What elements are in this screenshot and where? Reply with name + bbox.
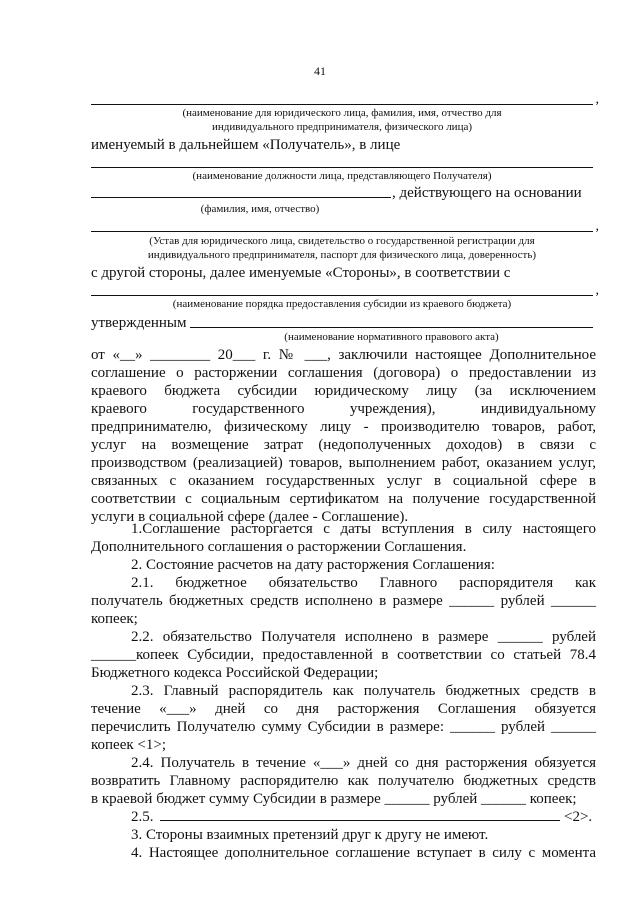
clause-3: 3. Стороны взаимных претензий друг к другу не имеют. (131, 827, 489, 843)
recipient-name-line[interactable] (91, 91, 593, 105)
intro-line-5: предпринимателю, физическому лицу - производителю товаров, работ, (91, 419, 596, 435)
intro-line-9: соответствии с социальным сертификатом на получение государственной (91, 491, 596, 507)
caption-recipient-name-2: индивидуального предпринимателя, физического лица) (211, 121, 473, 133)
clause-1-line-2: Дополнительного соглашения о расторжении Соглашения. (91, 539, 467, 555)
caption-fio: (фамилия, имя, отчество) (200, 203, 320, 215)
clause-2-4-line-3: в краевой бюджет сумму Субсидии в размере ______ рублей ______ копеек; (91, 791, 577, 807)
caption-recipient-name-1: (наименование для юридического лица, фамилия, имя, отчество для (182, 107, 502, 119)
caption-normative-act: (наименование нормативного правового акта) (284, 331, 499, 343)
clause-4-line-1: 4. Настоящее дополнительное соглашение вступает в силу с момента (131, 845, 596, 861)
acting-basis-text: , действующего на основании (392, 185, 582, 201)
intro-line-1: от «__» ________ 20___ г. № ___, заключили настоящее Дополнительное (91, 347, 596, 363)
page-number: 41 (314, 64, 326, 78)
intro-line-2: соглашение о расторжении соглашения (договора) о предоставлении из (91, 365, 596, 381)
intro-line-4: краевого государственного учреждения), индивидуальному (91, 401, 596, 417)
representative-fio-line[interactable] (91, 184, 391, 198)
clause-2-1-line-3: копеек; (91, 611, 138, 627)
clause-2-heading: 2. Состояние расчетов на дату расторжения Соглашения: (131, 557, 495, 573)
intro-line-6: услуг на возмещение затрат (недополученных доходов) в связи с (91, 437, 596, 453)
clause-2-2-line-2: ______копеек Субсидии, предоставленной в соответствии со статьей 78.4 (91, 647, 596, 663)
clause-2-3-line-1: 2.3. Главный распорядитель как получатель бюджетных средств в (131, 683, 596, 699)
clause-2-3-line-4: копеек <1>; (91, 737, 166, 753)
clause-2-3-line-3: перечислить Получателю сумму Субсидии в размере: ______ рублей ______ (91, 719, 596, 735)
caption-basis-2: индивидуального предпринимателя, паспорт для физического лица, доверенность) (147, 249, 537, 261)
clause-2-1-line-1: 2.1. бюджетное обязательство Главного распорядителя как (131, 575, 596, 591)
clause-2-3-line-2: течение «___» дней со дня расторжения Соглашения обязуется (91, 701, 596, 717)
basis-document-line[interactable] (91, 218, 593, 232)
caption-basis-1: (Устав для юридического лица, свидетельство о государственной регистрации для (149, 235, 535, 247)
parties-text: с другой стороны, далее именуемые «Стороны», в соответствии с (91, 265, 511, 281)
normative-act-line[interactable] (190, 314, 593, 328)
intro-line-7: производством (реализацией) товаров, выполнением работ, оказанием услуг, (91, 455, 596, 471)
clause-2-5-footnote-ref: <2>. (564, 809, 593, 825)
intro-line-8: связанных с оказанием государственных услуг в социальной сфере в (91, 473, 596, 489)
representative-position-line[interactable] (91, 154, 593, 168)
clause-1-line-1: 1.Соглашение расторгается с даты вступления в силу настоящего (131, 521, 596, 537)
clause-2-5-line[interactable] (160, 807, 560, 821)
clause-2-2-line-1: 2.2. обязательство Получателя исполнено в размере ______ рублей (131, 629, 596, 645)
clause-2-5-label: 2.5. (131, 809, 154, 825)
recipient-designation: именуемый в дальнейшем «Получатель», в лице (91, 137, 401, 153)
clause-2-4-line-2: возвратить Главному распорядителю как получателю бюджетных средств (91, 773, 596, 789)
caption-subsidy-procedure: (наименование порядка предоставления субсидии из краевого бюджета) (172, 298, 512, 310)
approved-label: утвержденным (91, 315, 187, 331)
clause-2-4-line-1: 2.4. Получатель в течение «___» дней со дня расторжения обязуется (131, 755, 596, 771)
caption-representative-position: (наименование должности лица, представляющего Получателя) (192, 170, 492, 182)
intro-line-3: краевого бюджета субсидии юридическому лицу (за исключением (91, 383, 596, 399)
clause-2-1-line-2: получатель бюджетных средств исполнено в размере ______ рублей ______ (91, 593, 596, 609)
intro-line-10: услуги в социальной сфере (далее - Соглашение). (91, 509, 409, 525)
clause-2-2-line-3: Бюджетного кодекса Российской Федерации; (91, 665, 379, 681)
subsidy-procedure-line[interactable] (91, 282, 593, 296)
